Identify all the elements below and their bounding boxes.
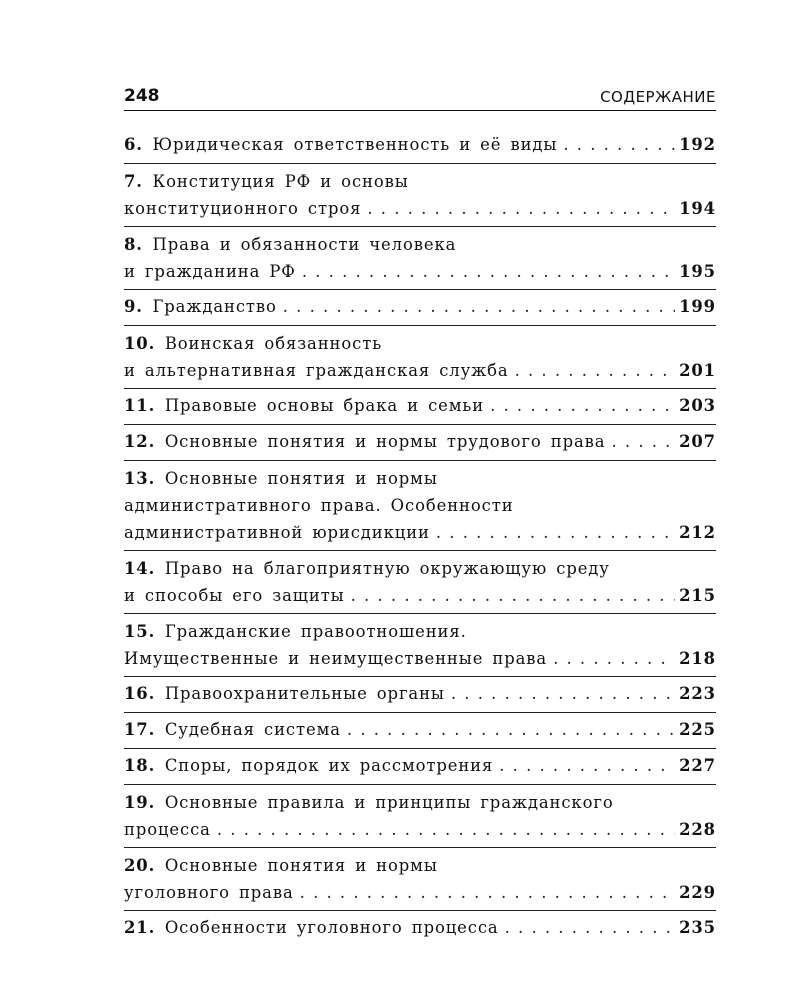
toc-entry-title: 18. Споры, порядок их рассмотрения [124, 756, 494, 775]
toc-entry-page: 203 [679, 396, 716, 415]
toc-entry-page: 199 [679, 297, 716, 316]
dot-leader [611, 428, 675, 455]
toc-entry-line [124, 465, 716, 492]
toc-entry-page: 235 [679, 918, 716, 937]
toc-entry-title: 17. Судебная система [124, 720, 341, 739]
toc-entry-line [124, 555, 716, 582]
toc-entry-last-line [124, 519, 716, 546]
toc-entry[interactable] [124, 163, 716, 226]
toc-entry-number: 6. [124, 135, 153, 154]
toc-entry-last-line [124, 645, 716, 672]
toc-entry-number: 16. [124, 684, 165, 703]
dot-leader [490, 392, 675, 419]
toc-entry-line [124, 330, 716, 357]
page-header [124, 86, 716, 111]
toc-entry-title: 16. Правоохранительные органы [124, 684, 445, 703]
dot-leader [451, 680, 675, 707]
dot-leader [515, 357, 675, 384]
toc-entry-title: 7. Конституция РФ и основы [124, 172, 409, 191]
toc-entry-number: 17. [124, 720, 165, 739]
toc-entry-number: 19. [124, 793, 165, 812]
toc-entry[interactable] [124, 226, 716, 289]
toc-entry-page: 229 [679, 883, 716, 902]
toc-entry-number: 15. [124, 622, 165, 641]
toc-entry[interactable] [124, 289, 716, 325]
toc-entry-number: 12. [124, 432, 165, 451]
toc-entry-last-line [124, 293, 716, 320]
toc-entry-title: 13. Основные понятия и нормы [124, 469, 438, 488]
toc-entry-last-line [124, 195, 716, 222]
toc-entry-title: 10. Воинская обязанность [124, 334, 383, 353]
dot-leader [563, 131, 675, 158]
toc-entry[interactable] [124, 325, 716, 388]
toc-entry-last-line [124, 392, 716, 419]
dot-leader [505, 914, 675, 941]
toc-entry[interactable] [124, 460, 716, 550]
toc-entry-page: 194 [679, 199, 716, 218]
toc-entry-title: и способы его защиты [124, 586, 345, 605]
toc-entry[interactable] [124, 784, 716, 847]
toc-entry[interactable] [124, 128, 716, 163]
toc-entry-last-line [124, 582, 716, 609]
toc-entry-last-line [124, 428, 716, 455]
toc-entry-number: 9. [124, 297, 153, 316]
dot-leader [499, 752, 675, 779]
toc-entry-page: 225 [679, 720, 716, 739]
toc-entry-page: 195 [679, 262, 716, 281]
toc-entry-line [124, 618, 716, 645]
toc-entry-title: 15. Гражданские правоотношения. [124, 622, 467, 641]
toc-entry-number: 8. [124, 235, 153, 254]
toc-entry[interactable] [124, 550, 716, 613]
toc-entry-number: 11. [124, 396, 165, 415]
toc-entry-page: 218 [679, 649, 716, 668]
page-number: 248 [124, 86, 160, 106]
toc-entry-title: 9. Гражданство [124, 297, 277, 316]
toc-entry-last-line [124, 879, 716, 906]
toc-entry-last-line [124, 752, 716, 779]
toc-entry-page: 212 [679, 523, 716, 542]
toc-entry-title: 8. Права и обязанности человека [124, 235, 457, 254]
toc-entry-page: 227 [679, 756, 716, 775]
dot-leader [302, 258, 675, 285]
running-head: СОДЕРЖАНИЕ [600, 88, 716, 106]
dot-leader [367, 195, 675, 222]
toc-entry[interactable] [124, 748, 716, 784]
toc-entry-page: 215 [679, 586, 716, 605]
toc-entry[interactable] [124, 910, 716, 946]
dot-leader [300, 879, 675, 906]
toc-entry-line [124, 492, 716, 519]
toc-entry-last-line [124, 258, 716, 285]
toc-entry-title: 12. Основные понятия и нормы трудового права [124, 432, 606, 451]
toc-entry-title: и гражданина РФ [124, 262, 296, 281]
toc-entry[interactable] [124, 676, 716, 712]
toc-entry-last-line [124, 914, 716, 941]
toc-entry-number: 14. [124, 559, 165, 578]
dot-leader [217, 816, 675, 843]
table-of-contents [124, 128, 716, 946]
toc-entry-title: 6. Юридическая ответственность и её виды [124, 135, 558, 154]
toc-entry-title: 19. Основные правила и принципы гражданского [124, 793, 614, 812]
dot-leader [351, 582, 675, 609]
toc-entry-page: 192 [679, 135, 716, 154]
toc-entry-last-line [124, 357, 716, 384]
toc-entry-page: 228 [679, 820, 716, 839]
toc-entry-number: 10. [124, 334, 165, 353]
dot-leader [553, 645, 675, 672]
toc-entry-last-line [124, 716, 716, 743]
toc-entry-title: процесса [124, 820, 211, 839]
toc-entry[interactable] [124, 847, 716, 910]
toc-entry-number: 18. [124, 756, 165, 775]
toc-entry-number: 21. [124, 918, 165, 937]
toc-entry-number: 7. [124, 172, 153, 191]
toc-entry-page: 207 [679, 432, 716, 451]
toc-entry-title: и альтернативная гражданская служба [124, 361, 509, 380]
toc-entry-title: административного права. Особенности [124, 496, 514, 515]
toc-entry[interactable] [124, 613, 716, 676]
toc-entry-line [124, 852, 716, 879]
toc-entry-page: 201 [679, 361, 716, 380]
toc-entry-title: уголовного права [124, 883, 294, 902]
toc-entry-title: 14. Право на благоприятную окружающую среду [124, 559, 610, 578]
toc-entry[interactable] [124, 388, 716, 424]
dot-leader [283, 293, 675, 320]
dot-leader [436, 519, 675, 546]
toc-entry-title: 11. Правовые основы брака и семьи [124, 396, 485, 415]
toc-entry[interactable] [124, 424, 716, 460]
toc-entry-last-line [124, 131, 716, 158]
toc-entry-number: 20. [124, 856, 165, 875]
toc-entry-title: Имущественные и неимущественные права [124, 649, 548, 668]
toc-entry-title: 20. Основные понятия и нормы [124, 856, 438, 875]
toc-entry-page: 223 [679, 684, 716, 703]
toc-entry-line [124, 231, 716, 258]
toc-entry[interactable] [124, 712, 716, 748]
toc-entry-number: 13. [124, 469, 165, 488]
dot-leader [347, 716, 675, 743]
toc-entry-line [124, 789, 716, 816]
toc-entry-title: административной юрисдикции [124, 523, 430, 542]
toc-entry-title: 21. Особенности уголовного процесса [124, 918, 499, 937]
toc-entry-line [124, 168, 716, 195]
toc-entry-last-line [124, 816, 716, 843]
toc-entry-last-line [124, 680, 716, 707]
toc-entry-title: конституционного строя [124, 199, 362, 218]
